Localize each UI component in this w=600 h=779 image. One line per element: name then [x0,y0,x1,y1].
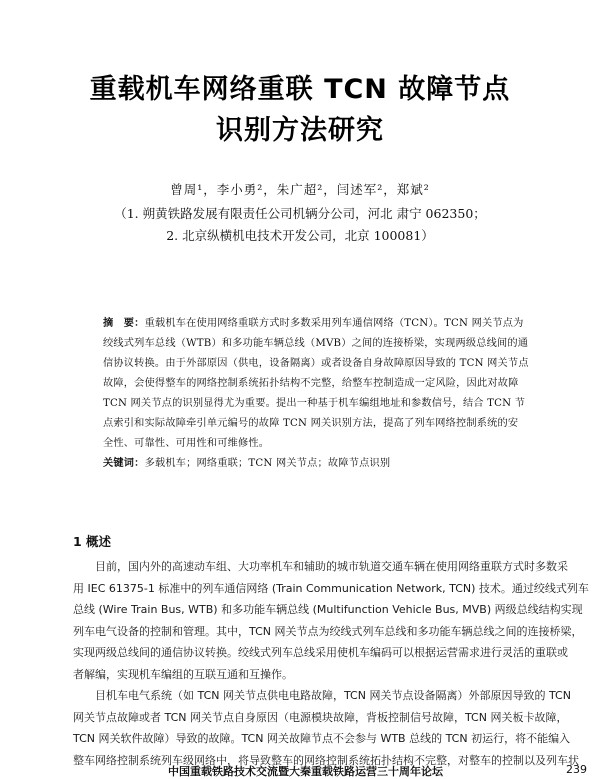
title-line-2: 识别方法研究 [216,115,384,146]
authors: 曾周¹，李小勇²，朱广超²，闫述军²，郑斌² [170,182,430,197]
body-line: 列车电气设备的控制和管理。其中，TCN 网关节点为绞线式列车总线和多功能车辆总线之间的连接桥梁， [73,624,583,638]
abstract-line: 摘 要：重载机车在使用网络重联方式时多数采用列车通信网络（TCN）。TCN 网关节点为 [103,318,524,329]
footer-text: 中国重载铁路技术交流暨大秦重载铁路运营三十周年论坛 [168,765,443,778]
keywords-label: 关键词： [103,458,145,469]
abstract [103,314,529,474]
title-line-1: 重载机车网络重联 TCN 故障节点 [89,74,511,105]
keywords: 关键词：多载机车；网络重联；TCN 网关节点；故障节点识别 [103,458,391,469]
body-line: 实现两级总线间的通信协议转换。绞线式列车总线采用使机车编码可以根据运营需求进行灵活的重联或 [73,646,568,659]
body-line: 者解编，实现机车编组的互联互通和互操作。 [73,667,293,681]
affiliation-line-1: （1. 朔黄铁路发展有限责任公司机辆分公司，河北 肃宁 062350； [114,206,486,221]
body-line: 目机车电气系统（如 TCN 网关节点供电电路故障，TCN 网关节点设备隔离）外部原因导致的 TCN [73,689,571,702]
abstract-line: 全性、可靠性、可用性和可维修性。 [103,438,270,449]
body-line: 总线 (Wire Train Bus, WTB) 和多功能车辆总线 (Multifunction Vehicle Bus, MVB) 两级总线结构实现 [73,603,583,616]
section-body [73,556,589,771]
affiliation-line-2: 2. 北京纵横机电技术开发公司，北京 100081） [166,228,434,243]
body-line: 用 IEC 61375-1 标准中的列车通信网络 (Train Communication Network, TCN) 技术。通过绞线式列车 [73,581,589,595]
body-line: TCN 网关软件故障）导致的故障。TCN 网关故障节点不会参与 WTB 总线的 TCN 初运行，将不能编入 [73,732,571,745]
page-number: 239 [566,763,587,776]
body-line: 网关节点故障或者 TCN 网关节点自身原因（电源模块故障，背板控制信号故障，TCN 网关板卡故障， [73,710,568,724]
body-line: 整车网络控制系统列车级网络中，将导致整车的网络控制系统拓扑结构不完整，对整车的控制以及列车状 [73,753,579,767]
abstract-line: 绞线式列车总线（WTB）和多功能车辆总线（MVB）之间的连接桥梁，实现两级总线间的通 [103,338,529,349]
abstract-line: 信协议转换。由于外部原因（供电，设备隔离）或者设备自身故障原因导致的 TCN 网关节点 [103,358,529,369]
abstract-line: TCN 网关节点的识别显得尤为重要。提出一种基于机车编组地址和参数信号，结合 TCN 节 [103,398,526,409]
abstract-line: 点索引和实际故障牵引单元编号的故障 TCN 网关识别方法，提高了列车网络控制系统的安 [103,418,519,429]
section-heading: 1 概述 [73,534,112,549]
body-line: 目前，国内外的高速动车组、大功率机车和辅助的城市轨道交通车辆在使用网络重联方式时多数采 [73,560,568,573]
abstract-label: 摘 要： [103,318,145,329]
abstract-line: 故障，会使得整车的网络控制系统拓扑结构不完整，给整车控制造成一定风险，因此对故障 [103,378,519,389]
